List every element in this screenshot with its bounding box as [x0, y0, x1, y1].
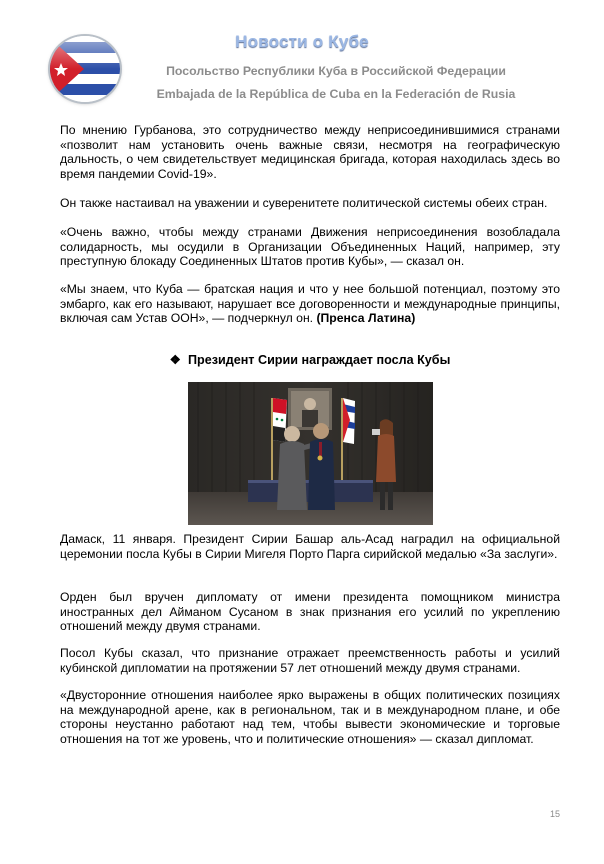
diamond-bullet-icon: ❖: [169, 353, 181, 367]
article2-title: Президент Сирии награждает посла Кубы: [187, 353, 451, 367]
article1-paragraph-1: По мнению Гурбанова, это сотрудничество между неприсоединившимися странами «позволит нам установить очень важные связи, несмотря на географическую дальность, о чем свидетельствует медицинская бригада, которая находилась здесь во время пандемии Covid-19».: [60, 123, 560, 181]
embassy-name-es: Embajada de la República de Cuba en la Federación de Rusia: [156, 87, 516, 101]
source-credit: (Пренса Латина): [316, 311, 416, 325]
article2-heading: [60, 352, 560, 367]
article2-paragraph-1: Дамаск, 11 января. Президент Сирии Башар аль-Асад наградил на официальной церемонии посла Кубы в Сирии Мигеля Порто Парга сирийской медалью «За заслуги».: [60, 532, 560, 561]
article1-paragraph-3: «Очень важно, чтобы между странами Движения неприсоединения возобладала солидарность, мы осудили в Организации Объединенных Наций, например, эту преступную блокаду Соединенных Штатов против Кубы», — сказал он.: [60, 225, 560, 268]
article2-paragraph-2: Орден был вручен дипломату от имени президента помощником министра иностранных дел Айманом Сусаном в знак признания его усилий по укреплению отношений между двумя странами.: [60, 590, 560, 633]
article1-paragraph-4: «Мы знаем, что Куба — братская нация и что у нее большой потенциал, поэтому это эмбарго, как его называют, нарушает все договоренности и международные принципы, включая сам Устав ООН», — подчеркнул он. (Пренса Латина): [60, 282, 560, 325]
article2-paragraph-4: «Двусторонние отношения наиболее ярко выражены в общих политических позициях на международной арене, как в региональном, так и в международном плане, и обе стороны неустанно работают над тем, чтобы вывести экономические и торговые отношения на тот же уровень, что и политические отношения» — сказал дипломат.: [60, 688, 560, 746]
ceremony-photo: [188, 382, 433, 525]
article2-paragraph-3: Посол Кубы сказал, что признание отражает преемственность работы и усилий кубинской дипломатии на протяжении 57 лет отношений между двумя странами.: [60, 646, 560, 675]
embassy-name-ru: Посольство Республики Куба в Российской Федерации: [166, 64, 506, 78]
page-number: 15: [549, 809, 560, 819]
article1-paragraph-2: Он также настаивал на уважении и суверенитете политической системы обеих стран.: [60, 196, 548, 210]
newsletter-title: Новости о Кубе: [235, 32, 369, 51]
